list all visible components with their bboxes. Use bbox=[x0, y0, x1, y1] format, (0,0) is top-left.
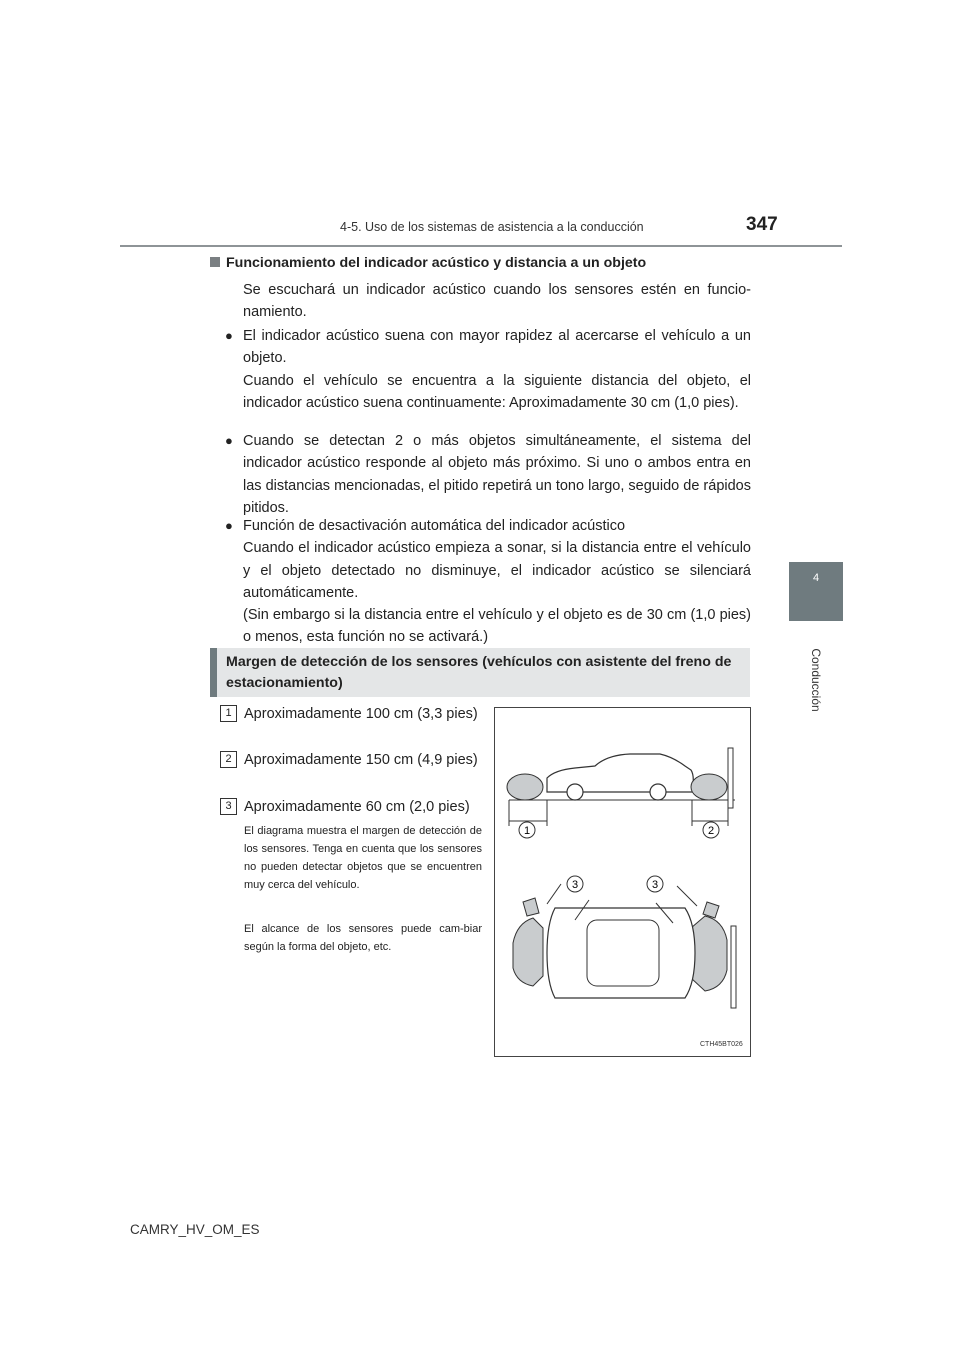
callout-label: 2 bbox=[707, 825, 715, 837]
bullet-dot-icon: ● bbox=[225, 433, 233, 448]
dim-angle bbox=[547, 884, 561, 904]
wall-right bbox=[728, 748, 733, 808]
callout-number: 2 bbox=[220, 751, 237, 768]
subheading-text: Funcionamiento del indicador acústico y distancia a un objeto bbox=[226, 255, 647, 271]
wheel-front bbox=[567, 784, 583, 800]
figure-code: CTH45BT026 bbox=[700, 1041, 743, 1048]
callout-number: 3 bbox=[220, 798, 237, 815]
bullet-dot-icon: ● bbox=[225, 328, 233, 343]
chapter-number: 4 bbox=[812, 572, 820, 584]
section-accent-bar bbox=[210, 648, 217, 697]
wall-right-top bbox=[731, 926, 736, 1008]
note-paragraph: El alcance de los sensores puede cam-biar según la forma del objeto, etc. bbox=[244, 923, 482, 953]
chapter-label-container bbox=[789, 630, 843, 730]
note-paragraph: El diagrama muestra el margen de detección de los sensores. Tenga en cuenta que los sensores no pueden detectar objetos que se encuentren muy cerca del vehículo. bbox=[244, 825, 482, 891]
bullet-line: (Sin embargo si la distancia entre el vehículo y el objeto es de 30 cm (1,0 pies) o menos, esta función no se activará.) bbox=[243, 607, 751, 646]
header-rule bbox=[120, 245, 842, 247]
dim-angle bbox=[677, 886, 697, 906]
running-header: 4-5. Uso de los sistemas de asistencia a la conducción bbox=[340, 220, 644, 234]
bullet-item bbox=[225, 515, 751, 649]
bullet-line: Cuando se detectan 2 o más objetos simultáneamente, el sistema del indicador acústico responde al objeto más próximo. Si uno o ambos entra en las distancias mencionadas, el pitido repetirá un tono largo, seguido de rápidos pitidos. bbox=[243, 433, 751, 516]
distance-item: Aproximadamente 150 cm (4,9 pies) bbox=[244, 752, 478, 768]
callout-number: 1 bbox=[220, 705, 237, 722]
section-heading: Margen de detección de los sensores (vehículos con asistente del freno de estacionamiento) bbox=[226, 654, 732, 691]
bullet-line: Función de desactivación automática del indicador acústico bbox=[243, 518, 626, 534]
callout-label: 3 bbox=[651, 879, 659, 891]
callout-label: 1 bbox=[523, 825, 531, 837]
sensor-range-figure bbox=[494, 707, 751, 1057]
sensor-zone-front bbox=[507, 774, 543, 800]
sensor-zone-rear bbox=[691, 774, 727, 800]
bullet-line: El indicador acústico suena con mayor rapidez al acercarse el vehículo a un objeto. bbox=[243, 328, 751, 367]
callout-label: 3 bbox=[571, 879, 579, 891]
square-bullet-icon bbox=[210, 257, 220, 267]
bullet-dot-icon: ● bbox=[225, 518, 233, 533]
bullet-item bbox=[225, 430, 751, 519]
distance-item: Aproximadamente 60 cm (2,0 pies) bbox=[244, 799, 470, 815]
sensor-zone-front-top bbox=[513, 918, 543, 986]
distance-item: Aproximadamente 100 cm (3,3 pies) bbox=[244, 706, 478, 722]
car-roof bbox=[587, 920, 659, 986]
bullet-item bbox=[225, 325, 751, 414]
bullet-line: Cuando el vehículo se encuentra a la siguiente distancia del objeto, el indicador acústico suena continuamente: Aproximadamente 30 cm (1,0 pies). bbox=[243, 372, 751, 411]
page-number: 347 bbox=[746, 214, 778, 235]
sensor-zone-corner bbox=[523, 898, 539, 916]
chapter-tab bbox=[789, 562, 843, 621]
bullet-line: Cuando el indicador acústico empieza a sonar, si la distancia entre el vehículo y el objeto detectado no disminuye, el indicador acústico se silenciará automáticamente. bbox=[243, 540, 751, 601]
wheel-rear bbox=[650, 784, 666, 800]
intro-paragraph: Se escuchará un indicador acústico cuando los sensores estén en funcio-namiento. bbox=[243, 282, 751, 321]
sensor-zone-rear-top bbox=[691, 916, 727, 991]
sensor-diagram bbox=[495, 708, 750, 1056]
footer-model: CAMRY_HV_OM_ES bbox=[130, 1222, 260, 1237]
subheading bbox=[210, 255, 750, 271]
chapter-label: Conducción bbox=[809, 648, 823, 712]
section-heading-box bbox=[210, 648, 750, 697]
